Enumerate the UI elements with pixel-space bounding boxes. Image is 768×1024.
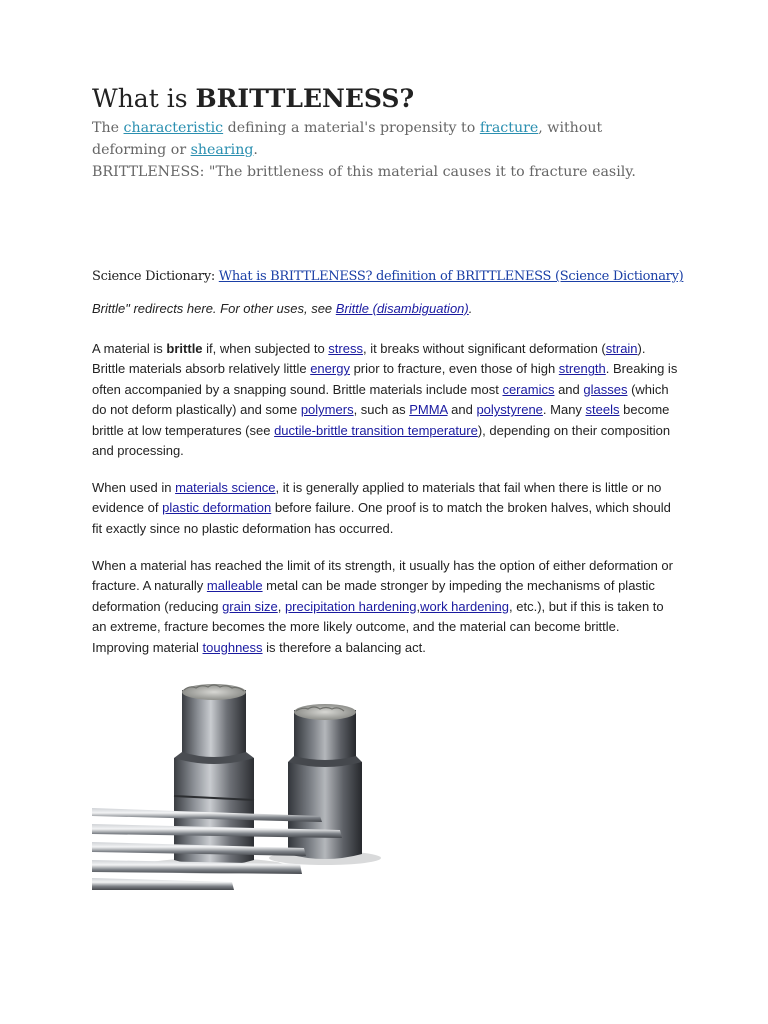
science-dictionary-label: Science Dictionary: bbox=[92, 269, 219, 284]
definition: The characteristic defining a material's propensity to fracture, without deforming or shearing. bbox=[92, 120, 603, 158]
link-glasses[interactable]: glasses bbox=[583, 381, 628, 397]
link-grain-size[interactable]: grain size bbox=[222, 598, 278, 614]
link-precipitation-hardening[interactable]: precipitation hardening bbox=[284, 598, 417, 614]
link-polymers[interactable]: polymers bbox=[300, 402, 354, 418]
link-stress[interactable]: stress bbox=[328, 341, 363, 356]
page-title: What is BRITTLENESS? bbox=[92, 84, 415, 113]
link-strain[interactable]: strain bbox=[605, 341, 638, 356]
link-fracture[interactable]: fracture bbox=[479, 120, 539, 136]
link-brittle-disambiguation[interactable]: Brittle (disambiguation) bbox=[335, 301, 469, 316]
fractured-steel-specimens-photo bbox=[92, 678, 392, 892]
link-plastic-deformation[interactable]: plastic deformation bbox=[162, 500, 272, 516]
link-strength[interactable]: strength bbox=[558, 361, 606, 377]
title-term: BRITTLENESS? bbox=[195, 84, 415, 113]
link-energy[interactable]: energy bbox=[310, 361, 350, 377]
link-pmma[interactable]: PMMA bbox=[409, 402, 448, 418]
link-toughness[interactable]: toughness bbox=[202, 639, 263, 655]
link-shearing[interactable]: shearing bbox=[190, 142, 254, 158]
science-dictionary-link[interactable]: What is BRITTLENESS? definition of BRITTLENESS (Science Dictionary) bbox=[218, 269, 684, 284]
link-work-hardening[interactable]: work hardening bbox=[420, 598, 510, 614]
link-ceramics[interactable]: ceramics bbox=[502, 381, 555, 397]
redirect-note: Brittle" redirects here. For other uses, see Brittle (disambiguation). bbox=[92, 301, 473, 316]
link-materials-science[interactable]: materials science bbox=[175, 480, 276, 495]
bold-brittle: brittle bbox=[166, 341, 203, 356]
paragraph-2: When used in materials science, it is generally applied to materials that fail when there is little or no evidence of plastic deformation before failure. One proof is to match the broken halves, which should fit exactly since no plastic deformation has occurred. bbox=[92, 480, 671, 536]
paragraph-3: When a material has reached the limit of its strength, it usually has the option of either deformation or fracture. A naturally malleable metal can be made stronger by impeding the mechanisms of plastic deformation (reducing grain size, precipitation hardening,work hardening, etc.), but if this is taken to an extreme, fracture becomes the more likely outcome, and the material can become brittle. Improving material toughness is therefore a balancing act. bbox=[92, 558, 673, 655]
link-polystyrene[interactable]: polystyrene bbox=[476, 402, 543, 418]
definition-example: BRITTLENESS: "The brittleness of this material causes it to fracture easily. bbox=[92, 164, 636, 180]
science-dictionary-line bbox=[92, 269, 682, 284]
link-steels[interactable]: steels bbox=[585, 402, 620, 418]
link-ductile-brittle-transition[interactable]: ductile-brittle transition temperature bbox=[274, 422, 478, 438]
link-malleable[interactable]: malleable bbox=[206, 578, 263, 594]
paragraph-1: A material is brittle if, when subjected to stress, it breaks without significant deformation (strain). Brittle materials absorb relatively little energy prior to fracture, even those of high strength. Breaking is often accompanied by a snapping sound. Brittle materials include most ceramics and glasses (which do not deform plastically) and some polymers, such as PMMA and polystyrene. Many steels become brittle at low temperatures (see ductile-brittle transition temperature), depending on their composition and processing. bbox=[92, 341, 678, 459]
link-characteristic[interactable]: characteristic bbox=[123, 120, 224, 136]
